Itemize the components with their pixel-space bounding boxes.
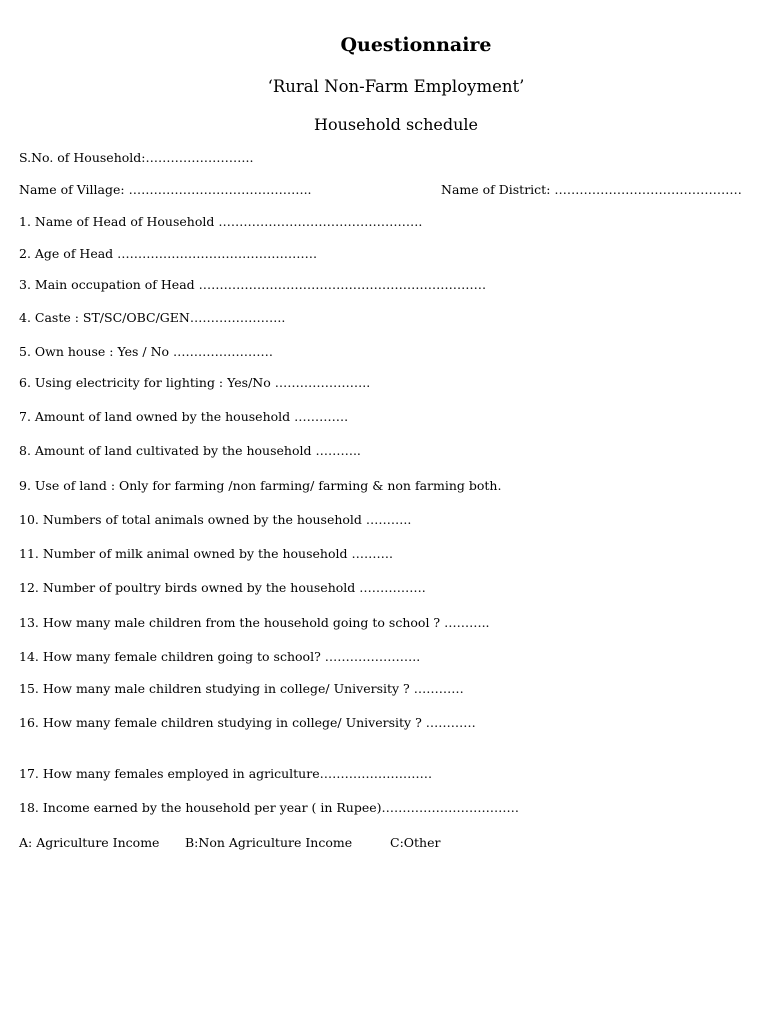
question-11: 11. Number of milk animal owned by the household ………. [19, 546, 393, 561]
question-6: 6. Using electricity for lighting : Yes/No ………………….. [19, 375, 371, 390]
question-15: 15. How many male children studying in college/ University ? ………… [19, 681, 464, 696]
question-4: 4. Caste : ST/SC/OBC/GEN………………….. [19, 310, 286, 325]
question-13: 13. How many male children from the household going to school ? ……….. [19, 615, 490, 630]
question-12: 12. Number of poultry birds owned by the household ……………. [19, 580, 426, 595]
village-field: Name of Village: …………………………………….. [19, 182, 312, 197]
page-title: Questionnaire [340, 34, 492, 56]
question-7: 7. Amount of land owned by the household …………. [19, 409, 349, 424]
question-2: 2. Age of Head ………………………………………… [19, 246, 318, 261]
household-sno-field: S.No. of Household:…………………….. [19, 150, 254, 165]
question-16: 16. How many female children studying in college/ University ? ………… [19, 715, 476, 730]
question-9: 9. Use of land : Only for farming /non farming/ farming & non farming both. [19, 478, 502, 493]
income-type-non-agriculture: B:Non Agriculture Income [185, 835, 353, 850]
question-1: 1. Name of Head of Household …………………………………………. [19, 214, 423, 229]
schedule-heading: Household schedule [313, 115, 479, 134]
question-5: 5. Own house : Yes / No …………………… [19, 344, 274, 359]
survey-subtitle: ‘Rural Non-Farm Employment’ [267, 77, 525, 96]
district-field: Name of District: ……………………………………… [441, 182, 742, 197]
income-type-agriculture: A: Agriculture Income [19, 835, 160, 850]
question-10: 10. Numbers of total animals owned by the household ……….. [19, 512, 412, 527]
question-17: 17. How many females employed in agriculture……………………… [19, 766, 433, 781]
question-14: 14. How many female children going to school? ………………….. [19, 649, 421, 664]
question-8: 8. Amount of land cultivated by the household ……….. [19, 443, 361, 458]
income-type-other: C:Other [390, 835, 441, 850]
question-18: 18. Income earned by the household per year ( in Rupee)…………………………… [19, 800, 520, 815]
question-3: 3. Main occupation of Head …………………………………………………………… [19, 277, 487, 292]
